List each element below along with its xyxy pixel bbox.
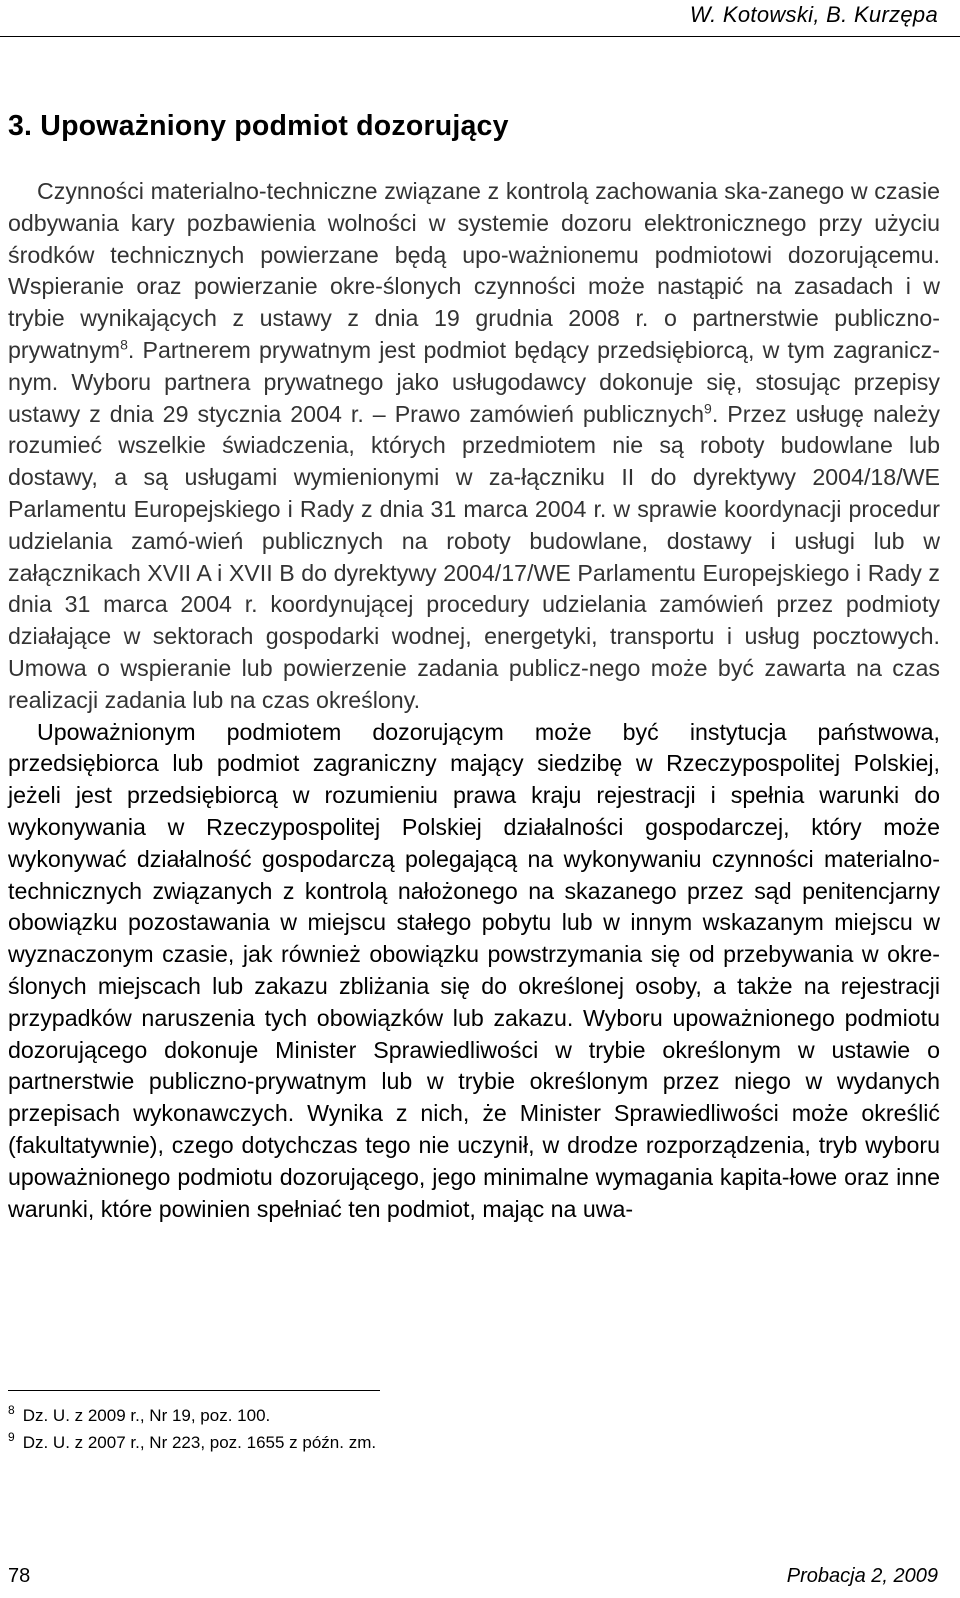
footnote-divider: [8, 1390, 380, 1391]
footnotes: [8, 1402, 908, 1456]
paragraph-1-text-a: Czynności materialno-techniczne związane z kontrolą zachowania ska-zanego w czasie odbywania kary pozbawienia wolności w systemie dozoru elektronicznego przy użyciu środków technicznych powierzane będą upo-ważnionemu podmiotowi dozorującemu. Wspieranie oraz powierzanie okre-ślonych czynności może nastąpić na zasadach i w trybie wynikających z ustawy z dnia 19 grudnia 2008 r. o partnerstwie publiczno-prywatnym: [8, 178, 940, 363]
footnote-ref-9: 9: [704, 399, 712, 416]
page-number: 78: [8, 1565, 31, 1587]
footnote-number: 8: [8, 1403, 15, 1418]
body-text: [8, 176, 940, 1225]
footnote-text: Dz. U. z 2009 r., Nr 19, poz. 100.: [22, 1406, 271, 1425]
section-title: 3. Upoważniony podmiot dozorujący: [8, 110, 509, 142]
header-divider: [0, 36, 960, 37]
footnote-text: Dz. U. z 2007 r., Nr 223, poz. 1655 z późn. zm.: [22, 1433, 377, 1452]
paragraph-2: Upoważnionym podmiotem dozorującym może być instytucja państwowa, przedsiębiorca lub podmiot zagraniczny mający siedzibę w Rzeczypospolitej Polskiej, jeżeli jest przedsiębiorcą w rozumieniu prawa kraju rejestracji i spełnia warunki do wykonywania w Rzeczypospolitej Polskiej działalności gospodarczej, który może wykonywać działalność gospodarczą polegającą na wykonywaniu czynności materialno-technicznych związanych z kontrolą nałożonego na skazanego przez sąd penitencjarny obowiązku pozostawania w miejscu stałego pobytu lub w innym wskazanym miejscu w wyznaczonym czasie, jak również obowiązku powstrzymania się od przebywania w okre-ślonych miejscach lub zakazu zbliżania się do określonej osoby, a także na rejestracji przypadków naruszenia tych obowiązków lub zakazu. Wyboru upoważnionego podmiotu dozorującego dokonuje Minister Sprawiedliwości w trybie określonym w ustawie o partnerstwie publiczno-prywatnym lub w trybie określonym przez niego w wydanych przepisach wykonawczych. Wynika z nich, że Minister Sprawiedliwości może określić (fakultatywnie), czego dotychczas tego nie uczynił, w drodze rozporządzenia, tryb wyboru upoważnionego podmiotu dozorującego, jego minimalne wymagania kapita-łowe oraz inne warunki, które powinien spełniać ten podmiot, mając na uwa-: [8, 718, 940, 1222]
running-header-author: W. Kotowski, B. Kurzępa: [689, 2, 938, 27]
paragraph-1: [8, 176, 940, 717]
paragraph-1-text-c: . Przez usługę należy rozumieć wszelkie świadczenia, których przedmiotem nie są roboty budowlane lub dostawy, a są usługami wymienionymi w za-łączniku II do dyrektywy 2004/18/WE Parlamentu Europejskiego i Rady z dnia 31 marca 2004 r. w sprawie koordynacji procedur udzielania zamó-wień publicznych na roboty budowlane, dostawy i usługi lub w załącznikach XVII A i XVII B do dyrektywy 2004/17/WE Parlamentu Europejskiego i Rady z dnia 31 marca 2004 r. koordynującej procedury udzielania zamówień przez podmioty działające w sektorach gospodarki wodnej, energetyki, transportu i usług pocztowych. Umowa o wspieranie lub powierzenie zadania publicz-nego może być zawarta na czas realizacji zadania lub na czas określony.: [8, 400, 940, 713]
footnote-9: [8, 1429, 908, 1456]
footnote-number: 9: [8, 1430, 15, 1445]
paragraph-1-text-b: . Partnerem prywatnym jest podmiot będący przedsiębiorcą, w tym zagranicz-nym. Wyboru partnera prywatnego jako usługodawcy dokonuje się, stosując przepisy ustawy z dnia 29 stycznia 2004 r. – Prawo zamówień publicznych: [8, 336, 940, 427]
footnote-ref-8: 8: [120, 336, 128, 353]
running-footer-journal: Probacja 2, 2009: [786, 1565, 938, 1587]
footnote-8: [8, 1402, 908, 1429]
